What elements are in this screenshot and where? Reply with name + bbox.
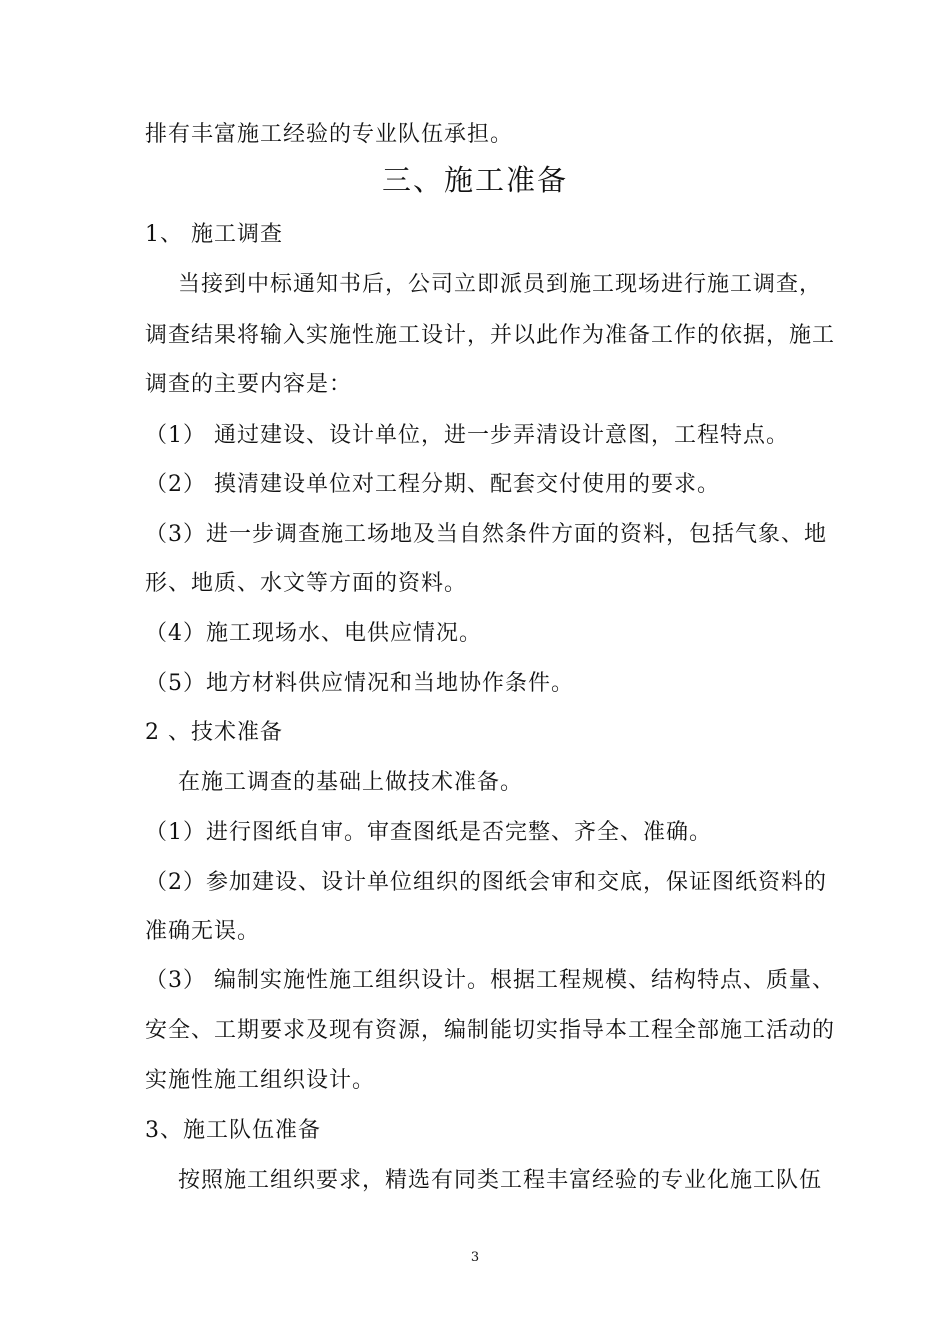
list-item: （5）地方材料供应情况和当地协作条件。 <box>145 671 574 696</box>
subsection-heading-team: 3、施工队伍准备 <box>145 1118 321 1143</box>
page-number: 3 <box>470 1250 480 1265</box>
body-text-line: 安全、工期要求及现有资源，编制能切实指导本工程全部施工活动的 <box>145 1018 836 1043</box>
section-heading: 三、施工准备 <box>381 163 568 197</box>
body-text-line: 准确无误。 <box>145 919 261 944</box>
list-item: （3）进一步调查施工场地及当自然条件方面的资料，包括气象、地 <box>145 522 827 547</box>
body-text-line: 形、地质、水文等方面的资料。 <box>145 571 468 596</box>
body-text-line: 在施工调查的基础上做技术准备。 <box>178 770 524 795</box>
list-item: （3） 编制实施性施工组织设计。根据工程规模、结构特点、质量、 <box>145 968 835 993</box>
subsection-heading-survey: 1、 施工调查 <box>145 222 283 247</box>
body-text-line: 排有丰富施工经验的专业队伍承担。 <box>145 122 514 147</box>
list-item: （1）进行图纸自审。审查图纸是否完整、齐全、准确。 <box>145 820 712 845</box>
list-item: （2）参加建设、设计单位组织的图纸会审和交底，保证图纸资料的 <box>145 870 827 895</box>
list-item: （2） 摸清建设单位对工程分期、配套交付使用的要求。 <box>145 472 720 497</box>
list-item: （4）施工现场水、电供应情况。 <box>145 621 482 646</box>
subsection-heading-technical: 2 、技术准备 <box>145 720 283 745</box>
body-text-line: 调查结果将输入实施性施工设计，并以此作为准备工作的依据，施工 <box>145 323 836 348</box>
body-text-line: 当接到中标通知书后，公司立即派员到施工现场进行施工调查， <box>178 272 823 297</box>
body-text-line: 按照施工组织要求，精选有同类工程丰富经验的专业化施工队伍 <box>178 1168 823 1193</box>
body-text-line: 调查的主要内容是： <box>145 372 353 397</box>
body-text-line: 实施性施工组织设计。 <box>145 1068 376 1093</box>
list-item: （1） 通过建设、设计单位，进一步弄清设计意图，工程特点。 <box>145 423 789 448</box>
